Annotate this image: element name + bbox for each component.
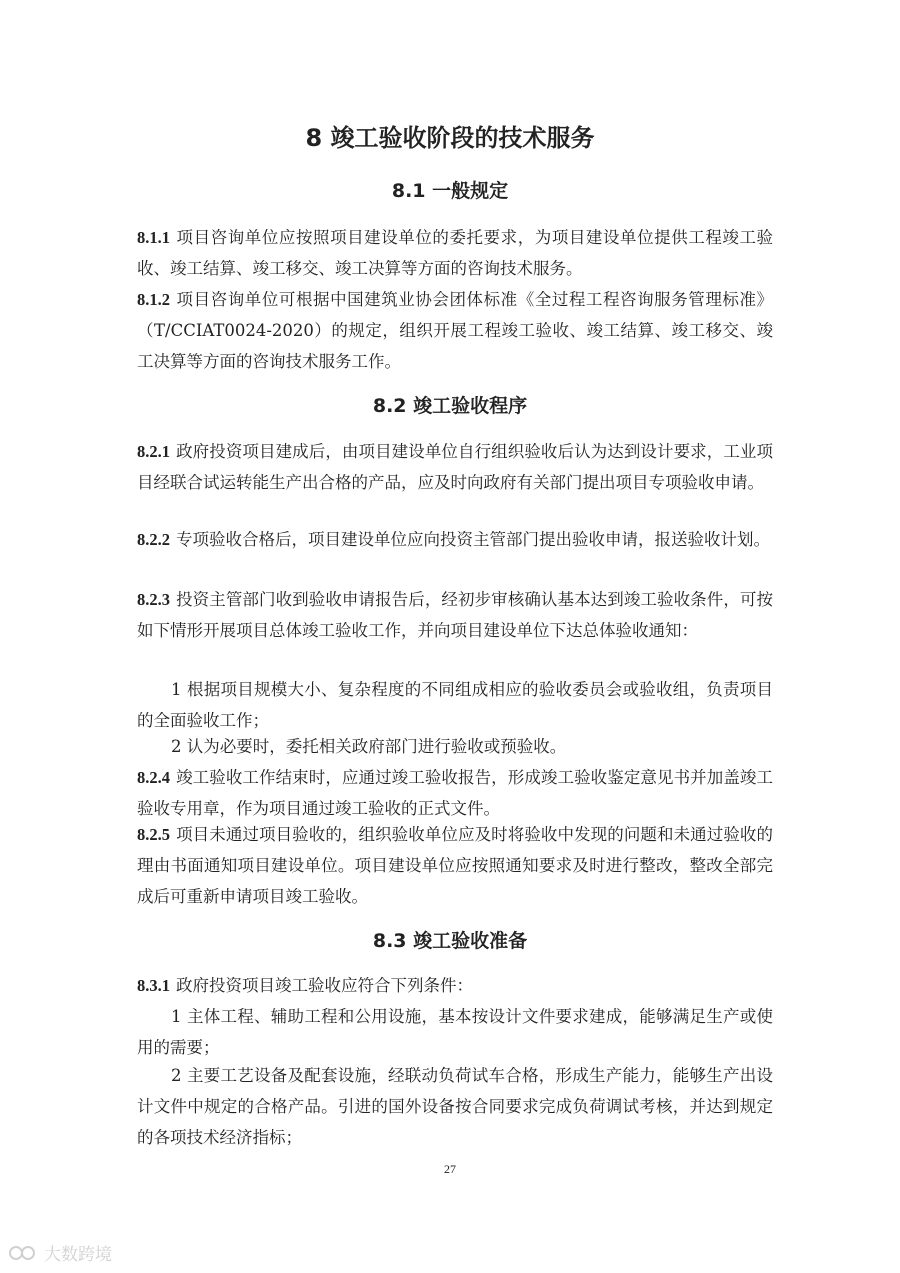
clause-text: 竣工验收工作结束时，应通过竣工验收报告，形成竣工验收鉴定意见书并加盖竣工验收专用章，作为项目通过竣工验收的正式文件。 bbox=[137, 768, 773, 818]
clause-number: 8.1.1 bbox=[137, 228, 170, 247]
clause-8-1-1 bbox=[137, 222, 773, 284]
section-title-8-1: 8.1 一般规定 bbox=[391, 180, 509, 202]
clause-number: 8.2.4 bbox=[137, 768, 170, 787]
clause-8-2-3 bbox=[137, 584, 773, 646]
watermark-text: 大数跨境 bbox=[44, 1245, 112, 1265]
list-item bbox=[137, 674, 773, 736]
watermark-logo-icon bbox=[8, 1243, 38, 1263]
list-item-text: 2 认为必要时，委托相关政府部门进行验收或预验收。 bbox=[171, 737, 567, 756]
clause-text: 政府投资项目竣工验收应符合下列条件： bbox=[176, 976, 473, 995]
clause-8-1-2 bbox=[137, 284, 773, 377]
list-item-text: 1 主体工程、辅助工程和公用设施，基本按设计文件要求建成，能够满足生产或使用的需要； bbox=[137, 1007, 773, 1057]
list-item bbox=[137, 1060, 773, 1153]
clause-8-2-4 bbox=[137, 762, 773, 824]
clause-text: 项目咨询单位可根据中国建筑业协会团体标准《全过程工程咨询服务管理标准》（T/CCIAT0024-2020）的规定，组织开展工程竣工验收、竣工结算、竣工移交、竣工决算等方面的咨询技术服务工作。 bbox=[137, 290, 773, 371]
clause-8-2-2 bbox=[137, 524, 773, 555]
chapter-title: 8 竣工验收阶段的技术服务 bbox=[305, 124, 595, 152]
clause-8-2-5 bbox=[137, 819, 773, 912]
watermark bbox=[8, 1240, 112, 1265]
clause-number: 8.2.2 bbox=[137, 530, 170, 549]
list-item bbox=[137, 731, 773, 762]
clause-number: 8.1.2 bbox=[137, 290, 170, 309]
clause-text: 项目咨询单位应按照项目建设单位的委托要求，为项目建设单位提供工程竣工验收、竣工结算、竣工移交、竣工决算等方面的咨询技术服务。 bbox=[137, 228, 773, 278]
clause-number: 8.2.3 bbox=[137, 590, 170, 609]
section-title-8-3: 8.3 竣工验收准备 bbox=[372, 930, 528, 952]
clause-8-3-1 bbox=[137, 970, 773, 1001]
clause-8-2-1 bbox=[137, 436, 773, 498]
clause-text: 项目未通过项目验收的，组织验收单位应及时将验收中发现的问题和未通过验收的理由书面通知项目建设单位。项目建设单位应按照通知要求及时进行整改，整改全部完成后可重新申请项目竣工验收。 bbox=[137, 825, 773, 906]
clause-text: 政府投资项目建成后，由项目建设单位自行组织验收后认为达到设计要求，工业项目经联合试运转能生产出合格的产品，应及时向政府有关部门提出项目专项验收申请。 bbox=[137, 442, 773, 492]
section-title-8-2: 8.2 竣工验收程序 bbox=[372, 395, 528, 417]
clause-number: 8.2.1 bbox=[137, 442, 170, 461]
list-item bbox=[137, 1001, 773, 1063]
clause-number: 8.3.1 bbox=[137, 976, 170, 995]
clause-text: 投资主管部门收到验收申请报告后，经初步审核确认基本达到竣工验收条件，可按如下情形开展项目总体竣工验收工作，并向项目建设单位下达总体验收通知： bbox=[137, 590, 773, 640]
page-number: 27 bbox=[444, 1162, 456, 1176]
clause-number: 8.2.5 bbox=[137, 825, 170, 844]
list-item-text: 2 主要工艺设备及配套设施，经联动负荷试车合格，形成生产能力，能够生产出设计文件中规定的合格产品。引进的国外设备按合同要求完成负荷调试考核，并达到规定的各项技术经济指标； bbox=[137, 1066, 773, 1147]
clause-text: 专项验收合格后，项目建设单位应向投资主管部门提出验收申请，报送验收计划。 bbox=[176, 530, 770, 549]
list-item-text: 1 根据项目规模大小、复杂程度的不同组成相应的验收委员会或验收组，负责项目的全面验收工作； bbox=[137, 680, 773, 730]
